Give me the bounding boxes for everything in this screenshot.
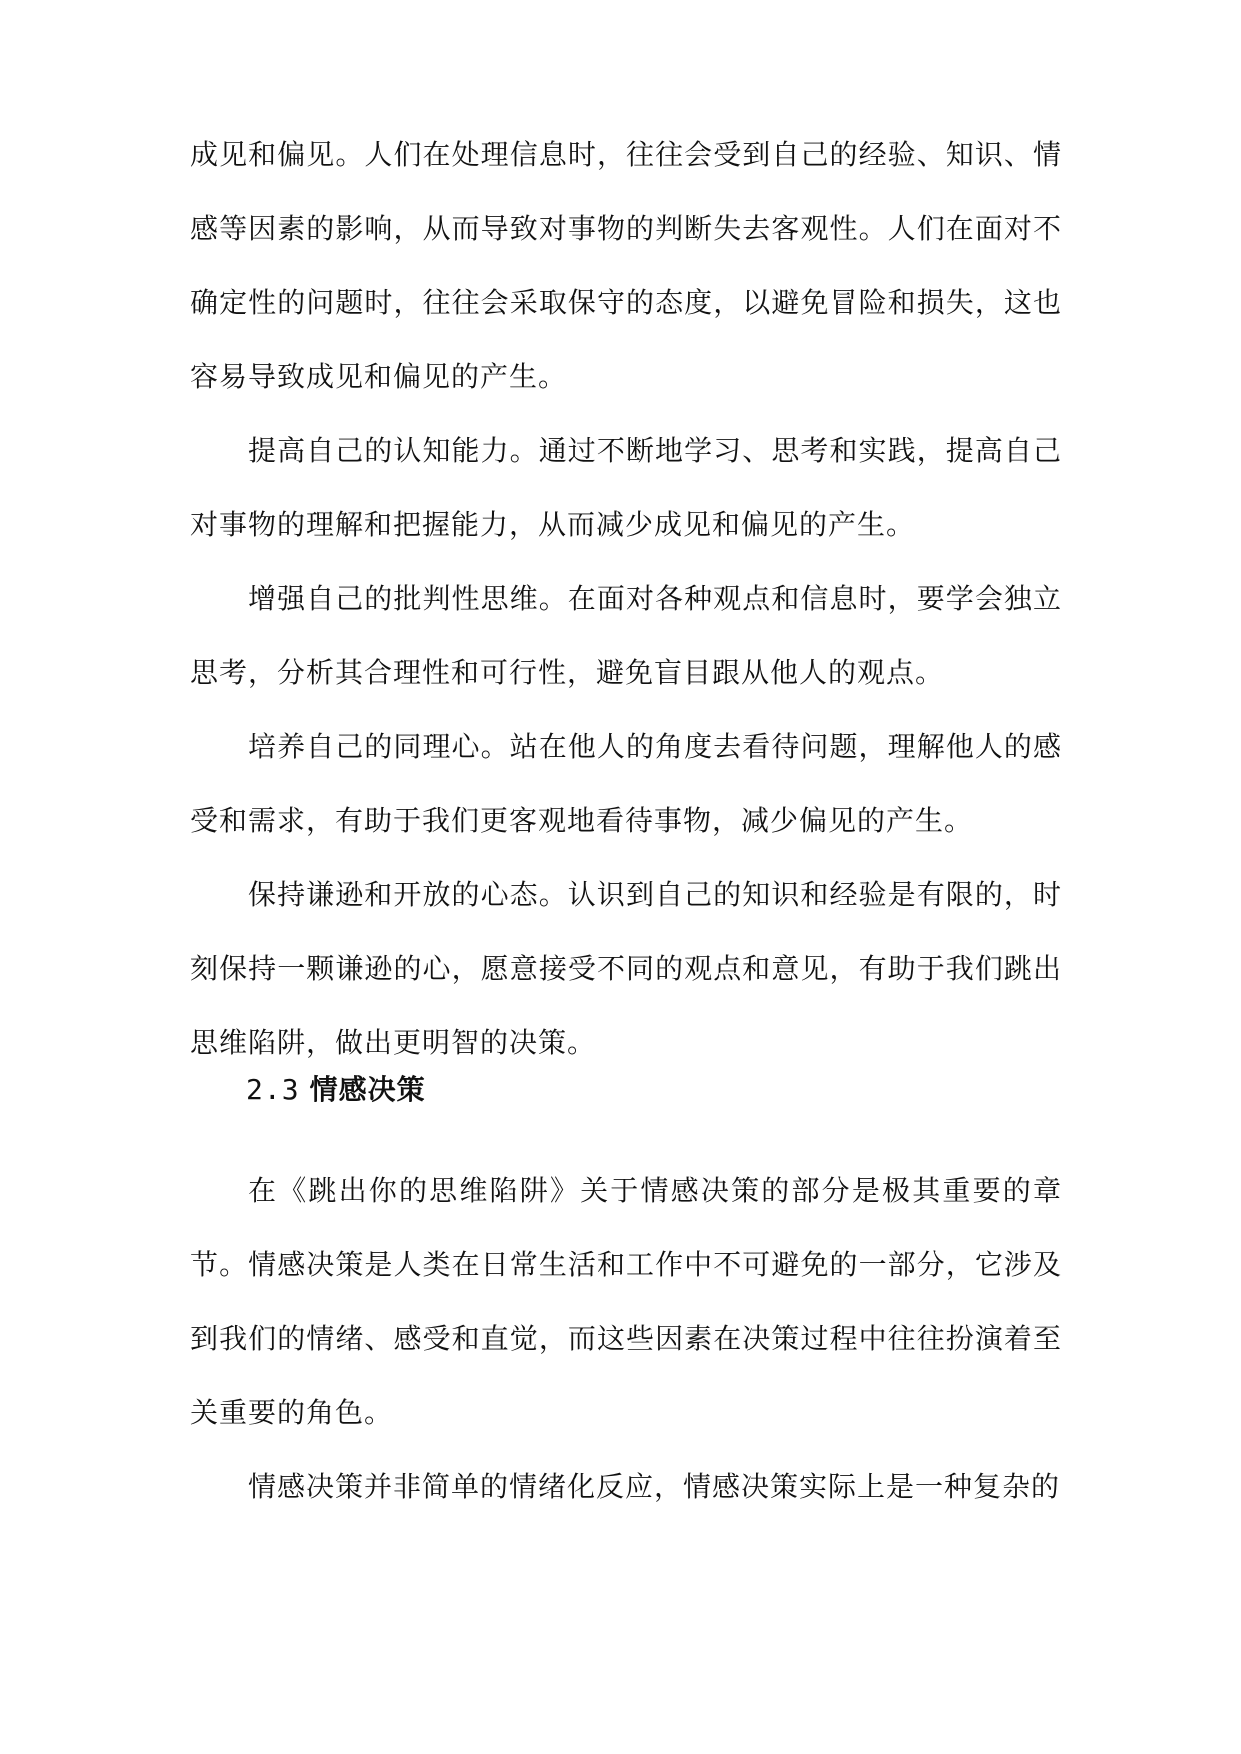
section-number: 2.3 — [246, 1073, 300, 1106]
paragraph-cognitive-ability: 提高自己的认知能力。通过不断地学习、思考和实践，提高自己对事物的理解和把握能力，从而减少成见和偏见的产生。 — [190, 434, 1062, 541]
paragraph-critical-thinking: 增强自己的批判性思维。在面对各种观点和信息时，要学会独立思考，分析其合理性和可行性，避免盲目跟从他人的观点。 — [190, 582, 1062, 689]
section-title: 情感决策 — [309, 1073, 426, 1106]
paragraph-bias-causes: 成见和偏见。人们在处理信息时，往往会受到自己的经验、知识、情感等因素的影响，从而导致对事物的判断失去客观性。人们在面对不确定性的问题时，往往会采取保守的态度，以避免冒险和损失，这也容易导致成见和偏见的产生。 — [190, 138, 1062, 393]
paragraph-humility: 保持谦逊和开放的心态。认识到自己的知识和经验是有限的，时刻保持一颗谦逊的心，愿意接受不同的观点和意见，有助于我们跳出思维陷阱，做出更明智的决策。 — [190, 878, 1062, 1059]
paragraph-emotional-decision-complex: 情感决策并非简单的情绪化反应，情感决策实际上是一种复杂的 — [248, 1470, 1061, 1503]
section-heading — [246, 1070, 426, 1110]
paragraph-emotional-decision-intro: 在《跳出你的思维陷阱》关于情感决策的部分是极其重要的章节。情感决策是人类在日常生活和工作中不可避免的一部分，它涉及到我们的情绪、感受和直觉，而这些因素在决策过程中往往扮演着至关重要的角色。 — [190, 1174, 1062, 1429]
paragraph-empathy: 培养自己的同理心。站在他人的角度去看待问题，理解他人的感受和需求，有助于我们更客观地看待事物，减少偏见的产生。 — [190, 730, 1062, 837]
